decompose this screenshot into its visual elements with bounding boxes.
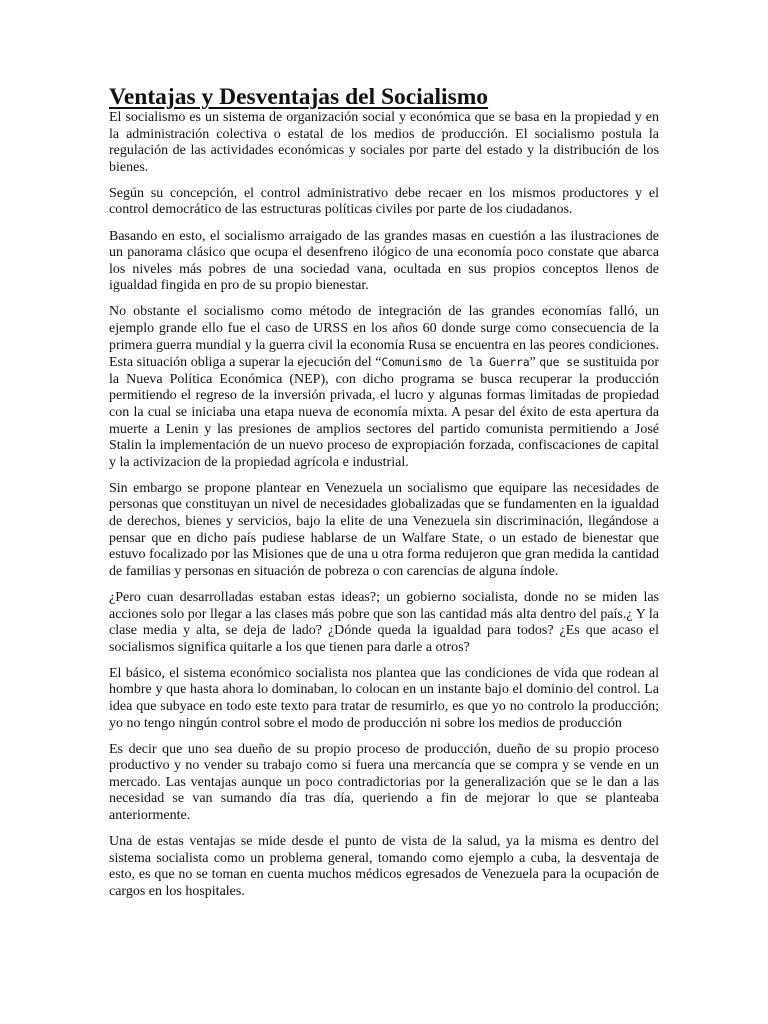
- document-page: [109, 84, 659, 910]
- paragraph-4-quote-b: que se: [539, 355, 580, 370]
- paragraph-4-text-c: sustituida por la Nueva Política Económica (NEP), con dicho programa se busca recuperar la producción permitiendo el regreso de la inversión privada, el lucro y algunas formas limitadas de propiedad con la cual se iniciaba una etapa nueva de economía mixta. A pesar del éxito de esta apertura da muerte a Lenin y las presiones de amplios sectores del partido comunista permitiendo a José Stalin la implementación de un nuevo proceso de expropiación forzada, confiscaciones de capital y la activizacion de la propiedad agrícola e industrial.: [109, 355, 659, 470]
- paragraph-3: Basando en esto, el socialismo arraigado de las grandes masas en cuestión a las ilustraciones de un panorama clásico que ocupa el desenfreno ilógico de una economía poco constate que abarca los niveles más pobres de una sociedad vana, ocultada en sus propios conceptos llenos de igualdad fingida en pro de su propio bienestar.: [109, 228, 659, 294]
- paragraph-4: [109, 304, 659, 471]
- paragraph-4-quote: Comunismo de la Guerra: [381, 355, 530, 370]
- paragraph-2: Según su concepción, el control administrativo debe recaer en los mismos productores y el control democrático de las estructuras políticas civiles por parte de los ciudadanos.: [109, 185, 659, 218]
- paragraph-4-text-b: ”: [529, 355, 540, 371]
- paragraph-9: Una de estas ventajas se mide desde el punto de vista de la salud, ya la misma es dentro del sistema socialista como un problema general, tomando como ejemplo a cuba, la desventaja de esto, es que no se toman en cuenta muchos médicos egresados de Venezuela para la ocupación de cargos en los hospitales.: [109, 834, 659, 899]
- document-title: Ventajas y Desventajas del Socialismo: [109, 84, 489, 110]
- paragraph-5: Sin embargo se propone plantear en Venezuela un socialismo que equipare las necesidades de personas que constituyan un nivel de necesidades globalizadas que se fundamenten en la igualdad de derechos, bienes y servicios, bajo la elite de una Venezuela sin discriminación, llegándose a pensar que en dicho país pudiese hablarse de un Walfare State, o un estado de bienestar que estuvo focalizado por las Misiones que de una u otra forma redujeron que gran medida la cantidad de familias y personas en situación de pobreza o con carencias de alguna índole.: [109, 480, 659, 579]
- paragraph-8: Es decir que uno sea dueño de su propio proceso de producción, dueño de su propio proceso productivo y no vender su trabajo como si fuera una mercancía que se compra y se vende en un mercado. Las ventajas aunque un poco contradictorias por la generalización que se le dan a las necesidad se van sumando día tras día, queriendo a fin de mejorar lo que se planteaba anteriormente.: [109, 741, 659, 824]
- paragraph-1: El socialismo es un sistema de organización social y económica que se basa en la propiedad y en la administración colectiva o estatal de los medios de producción. El socialismo postula la regulación de las actividades económicas y sociales por parte del estado y la distribución de los bienes.: [109, 110, 659, 175]
- paragraph-4-text-a: No obstante el socialismo como método de integración de las grandes economías falló, un ejemplo grande ello fue el caso de URSS en los años 60 donde surge como consecuencia de la primera guerra mundial y la guerra civil la economía Rusa se encuentra en las peores condiciones. Esta situación obliga a superar la ejecución del “: [109, 304, 659, 371]
- paragraph-6: ¿Pero cuan desarrolladas estaban estas ideas?; un gobierno socialista, donde no se miden las acciones solo por llegar a las clases más pobre que son las cantidad más alta dentro del país.¿ Y la clase media y alta, se deja de lado? ¿Dónde queda la igualdad para todos? ¿Es que acaso el socialismos significa quitarle a los que tienen para darle a otros?: [109, 589, 659, 655]
- paragraph-7: El básico, el sistema económico socialista nos plantea que las condiciones de vida que rodean al hombre y que hasta ahora lo dominaban, lo colocan en un instante bajo el dominio del control. La idea que subyace en todo este texto para tratar de resumirlo, es que yo no controlo la producción; yo no tengo ningún control sobre el modo de producción ni sobre los medios de producción: [109, 665, 659, 731]
